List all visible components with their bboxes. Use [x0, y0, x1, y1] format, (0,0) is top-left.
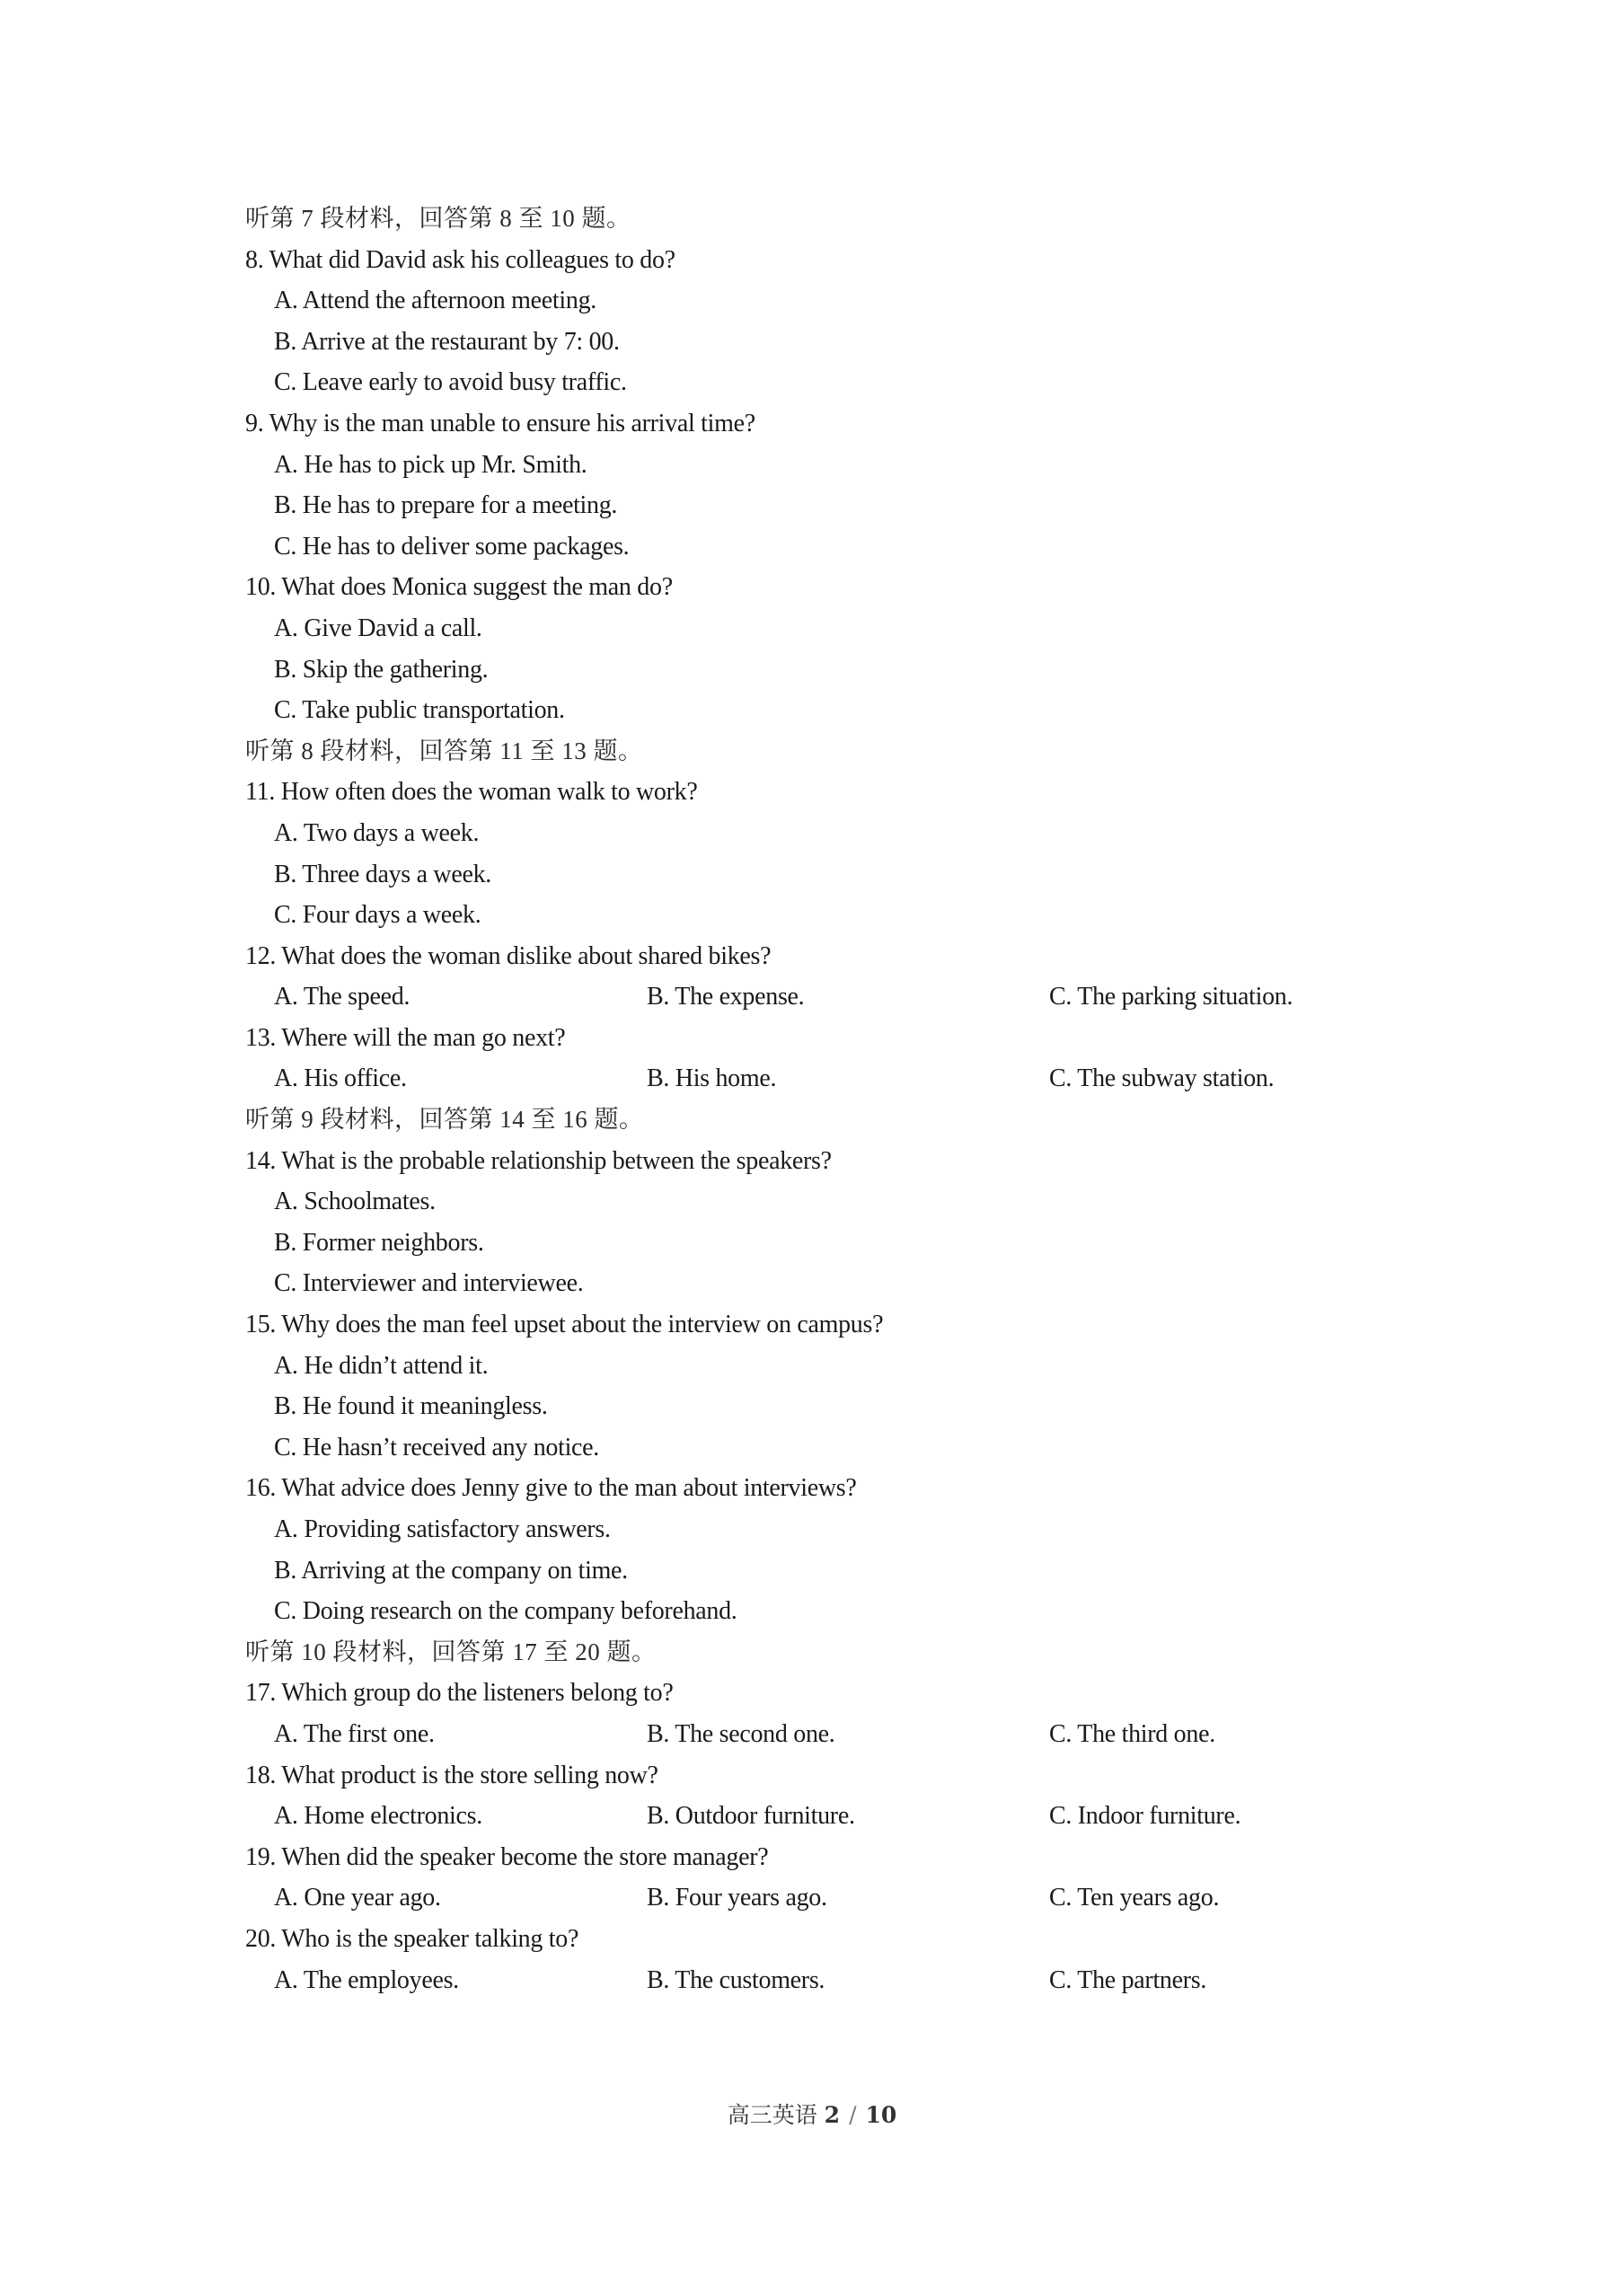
- options-row: [245, 1796, 1431, 1837]
- question-text: 18. What product is the store selling now?: [245, 1761, 658, 1789]
- answer-option: B. He has to prepare for a meeting.: [274, 491, 618, 520]
- question-text: 9. Why is the man unable to ensure his arrival time?: [245, 409, 755, 437]
- section-header: 听第 8 段材料，回答第 11 至 13 题。: [245, 737, 643, 764]
- answer-option: B. The expense.: [647, 983, 805, 1011]
- answer-option: C. Ten years ago.: [1049, 1884, 1220, 1912]
- answer-option: B. Outdoor furniture.: [647, 1802, 855, 1831]
- answer-option: A. Providing satisfactory answers.: [274, 1515, 611, 1543]
- answer-option: A. Give David a call.: [274, 614, 482, 642]
- answer-option: C. Four days a week.: [274, 901, 481, 930]
- options-row: [245, 1714, 1431, 1755]
- answer-option: A. The first one.: [274, 1719, 435, 1748]
- footer-total-pages: 10: [865, 2102, 897, 2128]
- answer-option: A. He didn’t attend it.: [274, 1351, 489, 1380]
- answer-option: B. His home.: [647, 1064, 777, 1093]
- answer-option: C. The parking situation.: [1049, 983, 1293, 1011]
- answer-option: B. He found it meaningless.: [274, 1392, 548, 1421]
- answer-option: B. Four years ago.: [647, 1884, 827, 1912]
- answer-option: A. Two days a week.: [274, 818, 480, 847]
- answer-option: B. Arriving at the company on time.: [274, 1556, 628, 1585]
- answer-option: C. He has to deliver some packages.: [274, 532, 630, 561]
- answer-option: A. Schoolmates.: [274, 1188, 436, 1216]
- page-footer: [0, 2097, 1624, 2130]
- answer-option: C. Take public transportation.: [274, 696, 565, 725]
- answer-option: A. His office.: [274, 1064, 407, 1093]
- footer-page-number: 2: [824, 2102, 841, 2128]
- answer-option: B. The second one.: [647, 1719, 835, 1748]
- answer-option: A. The employees.: [274, 1965, 459, 1994]
- answer-option: B. Skip the gathering.: [274, 655, 489, 684]
- answer-option: A. He has to pick up Mr. Smith.: [274, 450, 587, 479]
- answer-option: C. The partners.: [1049, 1965, 1207, 1994]
- answer-option: A. The speed.: [274, 983, 410, 1011]
- question-text: 17. Which group do the listeners belong to?: [245, 1679, 674, 1708]
- question-text: 20. Who is the speaker talking to?: [245, 1924, 579, 1953]
- options-row: [245, 1058, 1431, 1099]
- question-text: 15. Why does the man feel upset about the interview on campus?: [245, 1311, 884, 1339]
- answer-option: A. Attend the afternoon meeting.: [274, 287, 596, 315]
- answer-option: C. Leave early to avoid busy traffic.: [274, 368, 627, 397]
- question-text: 11. How often does the woman walk to work?: [245, 778, 698, 807]
- options-row: [245, 976, 1431, 1018]
- question-text: 10. What does Monica suggest the man do?: [245, 573, 673, 602]
- section-header: 听第 9 段材料，回答第 14 至 16 题。: [245, 1106, 644, 1134]
- answer-option: A. One year ago.: [274, 1884, 441, 1912]
- answer-option: B. Three days a week.: [274, 860, 491, 888]
- answer-option: C. The third one.: [1049, 1719, 1215, 1748]
- question-text: 12. What does the woman dislike about shared bikes?: [245, 941, 772, 970]
- footer-label: 高三英语: [727, 2102, 817, 2128]
- answer-option: B. The customers.: [647, 1965, 825, 1994]
- exam-content: [245, 199, 1431, 2000]
- answer-option: C. Indoor furniture.: [1049, 1802, 1241, 1831]
- question-text: 19. When did the speaker become the store manager?: [245, 1842, 769, 1871]
- options-row: [245, 1960, 1431, 2001]
- answer-option: C. Interviewer and interviewee.: [274, 1269, 584, 1298]
- answer-option: C. The subway station.: [1049, 1064, 1275, 1093]
- options-row: [245, 1877, 1431, 1919]
- question-text: 16. What advice does Jenny give to the man about interviews?: [245, 1474, 857, 1503]
- answer-option: C. He hasn’t received any notice.: [274, 1433, 600, 1461]
- question-text: 13. Where will the man go next?: [245, 1023, 566, 1052]
- answer-option: A. Home electronics.: [274, 1802, 482, 1831]
- section-header: 听第 7 段材料，回答第 8 至 10 题。: [245, 205, 631, 232]
- question-text: 8. What did David ask his colleagues to do?: [245, 245, 675, 274]
- answer-option: B. Arrive at the restaurant by 7: 00.: [274, 327, 620, 356]
- footer-separator: /: [849, 2102, 857, 2128]
- answer-option: B. Former neighbors.: [274, 1228, 484, 1257]
- question-text: 14. What is the probable relationship between the speakers?: [245, 1146, 832, 1175]
- section-header: 听第 10 段材料，回答第 17 至 20 题。: [245, 1638, 657, 1665]
- answer-option: C. Doing research on the company beforehand.: [274, 1597, 737, 1626]
